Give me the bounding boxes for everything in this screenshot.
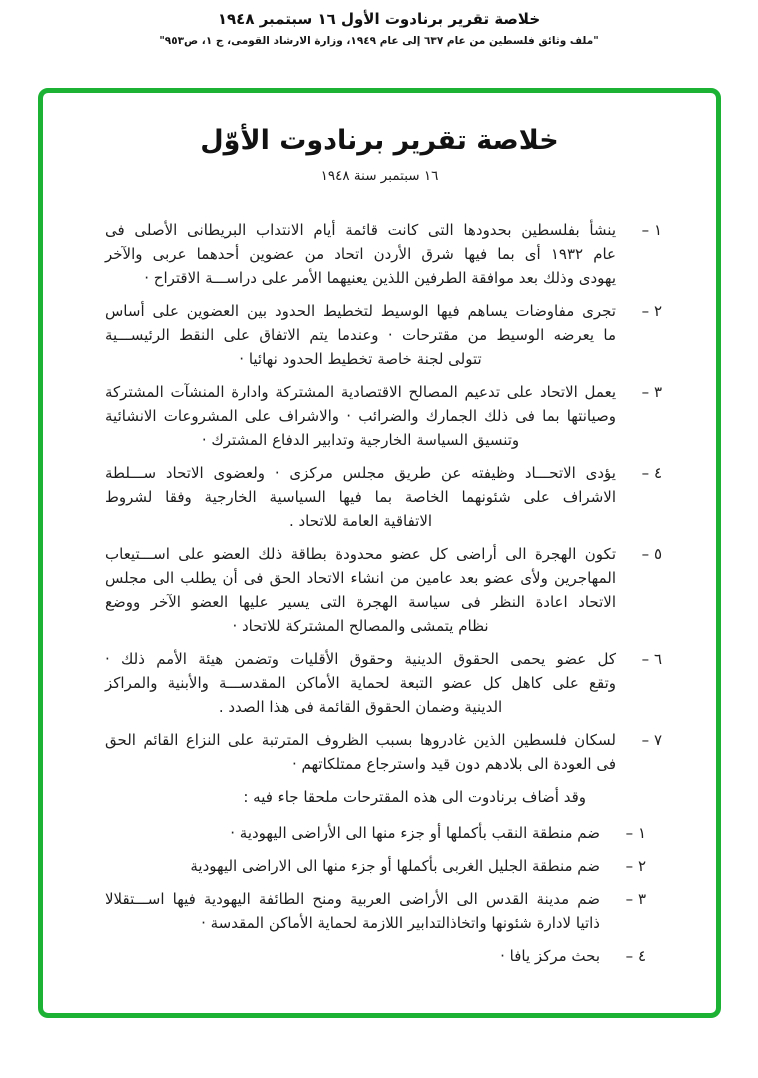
annex-item-line: ضم منطقة الجليل الغربى بأكملها أو جزء منها الى الاراضى اليهودية bbox=[190, 857, 600, 875]
annex-item-4-marker: ٤ – bbox=[625, 947, 646, 965]
paragraph-5-marker: ٥ – bbox=[641, 545, 662, 563]
paragraph-7-marker: ٧ – bbox=[641, 731, 662, 749]
annex-item-3 bbox=[105, 887, 646, 935]
annex-intro: وقد أضاف برنادوت الى هذه المقترحات ملحقا جاء فيه : bbox=[243, 788, 586, 806]
paragraph-line: الاتفاقية العامة للاتحاد . bbox=[288, 512, 433, 530]
paragraph-line: لسكان فلسطين الذين غادروها بسبب الظروف المترتبة على النزاع القائم الحق bbox=[105, 731, 616, 749]
document-date: ١٦ سبتمبر سنة ١٩٤٨ bbox=[320, 168, 439, 184]
document-title: خلاصة تقرير برنادوت الأوّل bbox=[200, 125, 559, 156]
annex-item-line: ضم مدينة القدس الى الأراضى العربية ومنح الطائفة اليهودية فيها اســـتقلالا bbox=[105, 890, 600, 908]
paragraph-1 bbox=[105, 218, 662, 290]
header-source-citation: "ملف وثائق فلسطين من عام ٦٣٧ إلى عام ١٩٤٩، وزارة الارشاد القومى، ج ١، ص٩٥٣" bbox=[159, 35, 599, 47]
annex-item-1 bbox=[105, 821, 646, 845]
paragraph-line: تكون الهجرة الى أراضى كل عضو محدودة بطاقة ذلك العضو على اســـتيعاب bbox=[105, 545, 616, 563]
paragraph-line: الاتحاد اعادة النظر فى سياسة الهجرة التى يسير عليها العضو الآخر ووضع bbox=[105, 593, 616, 611]
paragraph-line: وصيانتها بما فى ذلك الجمارك والضرائب · والاشراف على المشروعات الانشائية bbox=[105, 407, 616, 425]
paragraph-line: كل عضو يحمى الحقوق الدينية وحقوق الأقليات وتضمن هيئة الأمم ذلك · bbox=[105, 650, 616, 668]
paragraph-line: الدينية وضمان الحقوق القائمة فى هذا الصدد . bbox=[218, 698, 503, 716]
annex-item-line: بحث مركز يافا · bbox=[500, 947, 600, 965]
paragraph-line: فى العودة الى بلادهم دون قيد واسترجاع ممتلكاتهم · bbox=[292, 755, 616, 773]
paragraph-line: يعمل الاتحاد على تدعيم المصالح الاقتصادية المشتركة وادارة المنشآت المشتركة bbox=[105, 383, 616, 401]
annex-item-3-marker: ٣ – bbox=[625, 890, 646, 908]
paragraph-2-marker: ٢ – bbox=[641, 302, 662, 320]
paragraph-line: يهودى وذلك بعد موافقة الطرفين اللذين يعنيهما الأمر على دراســـة الاقتراح · bbox=[144, 269, 616, 287]
paragraph-4 bbox=[105, 461, 662, 533]
paragraph-1-marker: ١ – bbox=[641, 221, 662, 239]
page-header bbox=[0, 10, 758, 47]
annex-item-1-marker: ١ – bbox=[625, 824, 646, 842]
paragraph-line: عام ١٩٣٢ أى بما فيها شرق الأردن اتحاد من عضوين أحدهما عربى والآخر bbox=[105, 245, 617, 263]
annex-item-line: ذاتيا لادارة شئونها واتخاذالتدابير اللازمة لحماية الأماكن المقدسة · bbox=[201, 914, 600, 932]
paragraph-5 bbox=[105, 542, 662, 638]
annex-item-2-marker: ٢ – bbox=[625, 857, 646, 875]
annex-item-line: ضم منطقة النقب بأكملها أو جزء منها الى الأراضى اليهودية · bbox=[230, 824, 600, 842]
paragraph-7 bbox=[105, 728, 662, 776]
paragraph-line: الاشراف على شئونهما الخاصة بما فيها السياسية الخارجية وفقا لشروط bbox=[105, 488, 616, 506]
paragraph-line: المهاجرين ولأى عضو بعد عامين من انشاء الاتحاد الحق فى أن يطلب الى مجلس bbox=[105, 569, 616, 587]
paragraph-3-marker: ٣ – bbox=[641, 383, 662, 401]
paragraph-4-marker: ٤ – bbox=[641, 464, 662, 482]
paragraph-2 bbox=[105, 299, 662, 371]
paragraph-line: وتنسيق السياسة الخارجية وتدابير الدفاع المشترك · bbox=[201, 431, 520, 449]
paragraph-line: ما يعرضه الوسيط من مقترحات · وعندما يتم الاتفاق على النقط الرئيســـية bbox=[105, 326, 616, 344]
paragraph-line: يؤدى الاتحـــاد وظيفته عن طريق مجلس مركزى · ولعضوى الاتحاد ســـلطة bbox=[105, 464, 616, 482]
paragraph-line: نظام يتمشى والمصالح المشتركة للاتحاد · bbox=[232, 617, 489, 635]
header-title: خلاصة تقرير برنادوت الأول ١٦ سبتمبر ١٩٤٨ bbox=[217, 10, 541, 28]
annex-item-2 bbox=[105, 854, 646, 878]
paragraph-line: وتقع على كاهل كل عضو التبعة لحماية الأماكن المقدســـة والأبنية والمراكز bbox=[105, 674, 616, 692]
document-body bbox=[105, 218, 662, 968]
document-green-frame bbox=[38, 88, 721, 1018]
paragraph-line: تجرى مفاوضات يساهم فيها الوسيط لتخطيط الحدود بين العضوين على أساس bbox=[105, 302, 616, 320]
paragraph-line: ينشأ بفلسطين بحدودها التى كانت قائمة أيام الانتداب البريطانى الأصلى فى bbox=[105, 221, 616, 239]
paragraph-line: تتولى لجنة خاصة تخطيط الحدود نهائيا · bbox=[239, 350, 482, 368]
paragraph-3 bbox=[105, 380, 662, 452]
annex-item-4 bbox=[105, 944, 646, 968]
paragraph-6 bbox=[105, 647, 662, 719]
paragraph-6-marker: ٦ – bbox=[641, 650, 662, 668]
